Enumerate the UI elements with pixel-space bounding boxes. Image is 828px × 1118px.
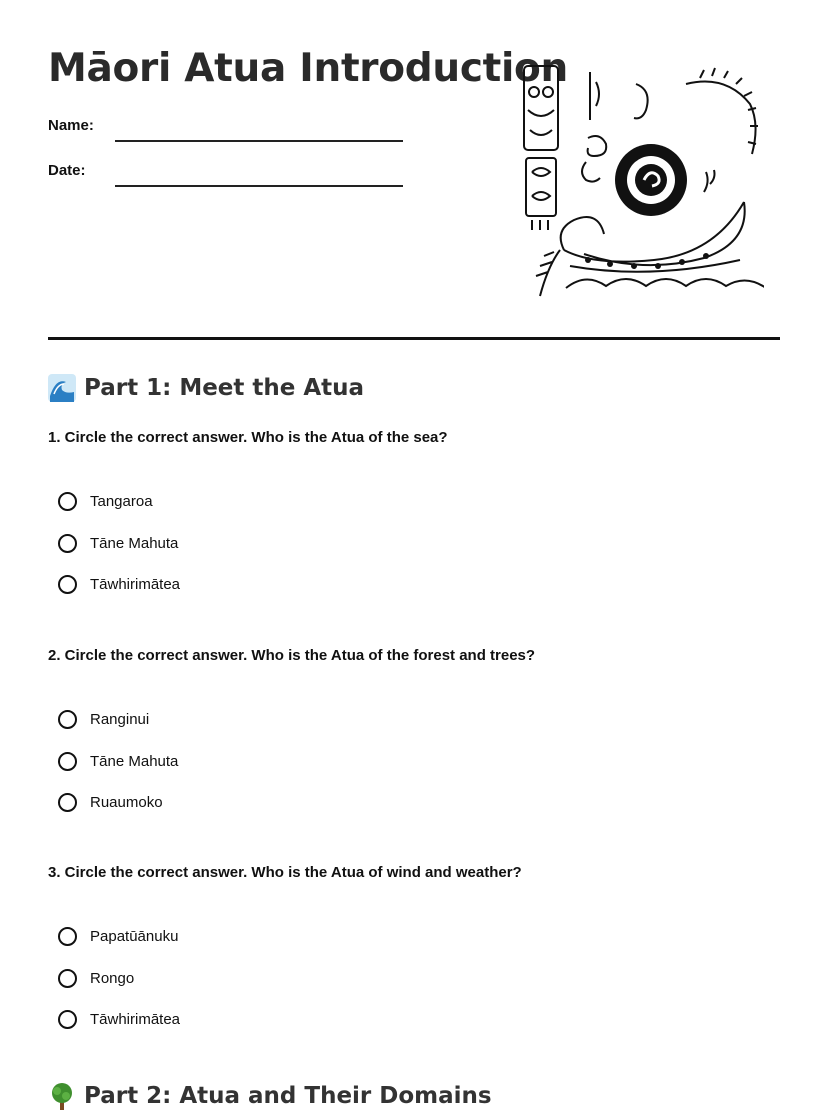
tree-icon	[48, 1082, 76, 1110]
q1-option-1[interactable]	[58, 492, 153, 511]
q2-option-1[interactable]	[58, 710, 149, 729]
question-1: 1. Circle the correct answer. Who is the Atua of the sea?	[48, 429, 448, 446]
radio-circle[interactable]	[58, 575, 77, 594]
question-2: 2. Circle the correct answer. Who is the Atua of the forest and trees?	[48, 647, 536, 664]
name-field[interactable]	[48, 117, 403, 134]
maori-art-illustration	[518, 60, 764, 302]
part1-title: Part 1: Meet the Atua	[84, 375, 365, 401]
question-3: 3. Circle the correct answer. Who is the Atua of wind and weather?	[48, 864, 522, 881]
radio-circle[interactable]	[58, 1010, 77, 1029]
date-label: Date:	[48, 162, 86, 179]
radio-circle[interactable]	[58, 492, 77, 511]
name-line[interactable]	[115, 139, 403, 142]
q3-option-1[interactable]	[58, 927, 178, 946]
q1-option-3[interactable]	[58, 575, 180, 594]
radio-circle[interactable]	[58, 793, 77, 812]
part1-heading	[48, 374, 364, 402]
option-label: Tāwhirimātea	[90, 576, 181, 593]
option-label: Tāwhirimātea	[90, 1011, 181, 1028]
q1-option-2[interactable]	[58, 534, 178, 553]
q2-option-2[interactable]	[58, 752, 178, 771]
option-label: Ruaumoko	[90, 794, 163, 811]
date-line[interactable]	[115, 184, 403, 187]
radio-circle[interactable]	[58, 927, 77, 946]
part2-title: Part 2: Atua and Their Domains	[84, 1083, 492, 1109]
wave-icon	[48, 374, 76, 402]
option-label: Ranginui	[90, 711, 150, 728]
radio-circle[interactable]	[58, 710, 77, 729]
section-divider	[48, 337, 780, 340]
q3-option-3[interactable]	[58, 1010, 180, 1029]
radio-circle[interactable]	[58, 969, 77, 988]
name-label: Name:	[48, 117, 94, 134]
q2-option-3[interactable]	[58, 793, 163, 812]
radio-circle[interactable]	[58, 752, 77, 771]
radio-circle[interactable]	[58, 534, 77, 553]
option-label: Tāne Mahuta	[90, 535, 179, 552]
q3-option-2[interactable]	[58, 969, 134, 988]
part2-heading	[48, 1082, 492, 1110]
option-label: Papatūānuku	[90, 928, 179, 945]
date-field[interactable]	[48, 162, 403, 179]
option-label: Rongo	[90, 970, 135, 987]
option-label: Tāne Mahuta	[90, 753, 179, 770]
option-label: Tangaroa	[90, 493, 153, 510]
worksheet-title: Māori Atua Introduction	[48, 46, 569, 91]
